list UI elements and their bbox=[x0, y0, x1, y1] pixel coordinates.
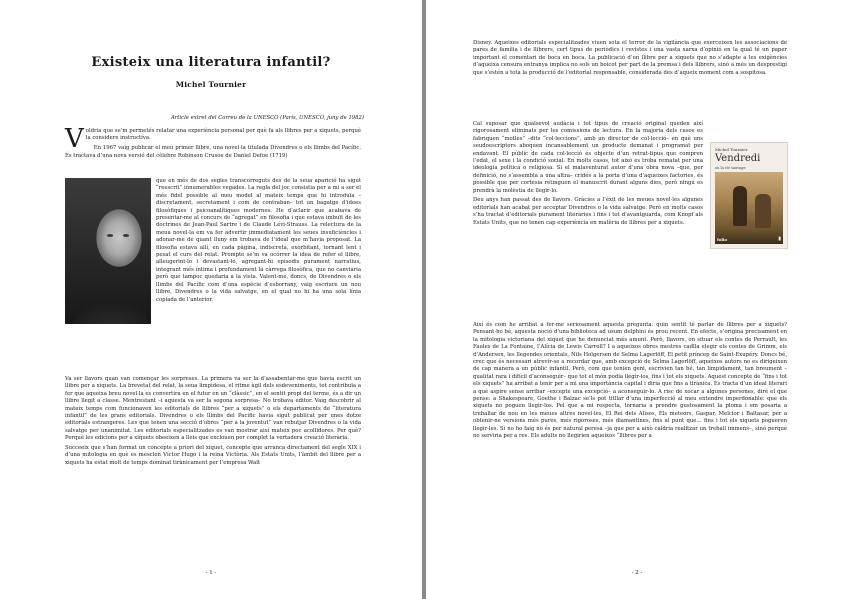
page-number: - 1 - bbox=[205, 570, 217, 576]
paragraph-9: Així és com he arribat a fer-me seriosament aquesta pregunta: quin sentit té parlar de llibres per a xiquets? Pensant-ho bé, aquesta noció d’una biblioteca ad usum delphini és prou recent. En efecte, s’origina precisament en la mitologia victoriana del xiquet que he denunciat més amunt. Però, llavors, on situar els contes de Perrault, les Faules de La Fontaine, l’Alícia de Lewis Carroll? I a aqueixos obres mestres cadlla elegir els contes de Grimm, els d’Andersen, les llegendes orientals, Nils Holgersen de Selma Lagerlöff, El petit príncep de Saint-Exupéry. Doncs bé, crec que és necessari atrevir-se a recordar que, amb excepció de Selma Lagerlöff, aqueixos autors no es dirigeixen de cap manera a un públic infantil. Però, com que tenien geni, escrivien tan bé, tan límpidament, tan breument –qualitat rara i difícil d’aconseguir– que tot el món podia llegir-los, fins i tot els xiquets. Aquest concepte de “fins i tot els xiquets” ha arribat a tenir per a mi una importància capital i diria que fins a tirànica. Es tracta d’un ideal literari a què aspire sense arribar –excepte una excepció– a aconseguir-lo. A risc de xocar a algunes persones, diré el que pense: a Shakespeare, Goethe i Balzac se’ls pot titllar d’una imperfecció al meu entendre imperdonable: que els xiquets no poguen llegir-los. Pel que a mi respecta, tornaria a prendre gustosament la ploma i em posaria a treballar de nou en les meues altres novel·les, El Rei dels Alisos, Els meteors, Gaspar, Melcior i Baltasar, per a obtenir-ne versions més pures, més rigoroses, més diamantines, fins al punt que… fins i tot els xiquets pogueren llegir-les. Si no ho faig no és per natural peresa –ja que per a això caldria realitzar un treball immens–, sinó perquè no serviria per a res. Els adults no llegirien aqueixos “llibres per a bbox=[473, 322, 787, 440]
cover-subtitle: ou la vie sauvage bbox=[715, 166, 746, 170]
article-title: Existeix una literatura infantil? bbox=[91, 55, 331, 70]
cover-illustration bbox=[715, 172, 783, 244]
right-page bbox=[426, 0, 848, 599]
right-top-block bbox=[473, 40, 787, 79]
paragraph-3: que en més de dos segles transcorreguts des de la seua aparició ha sigut “reescrit” innumerables vegades. La regla del joc consistia per a mi a ser el més fidel possible al meu model al mateix temps que hi introduïa –discretament, secretament i com de contraban– tot un bagatge d’idees filosòfiques i psicoanalítiques modernes. He d’aclarir que acabava de presentar-me al concurs de “agregat” en filosofia i que estava imbuït de les doctrines de Jean-Paul Sartre i de Claude Lévi-Strauss. La relectura de la meua novel·la em va fer advertir immediatament les seues insuficiències i adonar-me de quant lluny em trobava de l’ideal que m’havia proposat. La filosofia estava allí, en cada pàgina, indiscreta, exorbitant, tornant lent i pesat el curs del relat. Prompte se’m va ocórrer la idea de refer el llibre, alleugerint-lo i devastant-lo, agregant-hi episodis purament narratius, integrant més íntima i profundament la càrrega filosòfica, que no canviaria però que tampoc quedaria a la vista. Valent-me, doncs, de Divendres o els llimbs del Pacífic com d’una espècie d’esborrany, vaig escriure un nou llibre, Divendres o la vida salvatge, en el qual no hi ha una sola línia copiada de l’anterior. bbox=[156, 178, 361, 303]
page-number: - 2 - bbox=[631, 570, 643, 576]
right-wrap-block bbox=[473, 121, 703, 229]
article-source: Article extret del Correu de la UNESCO (París, UNESCO, juny de 1982) bbox=[170, 115, 364, 121]
intro-block bbox=[65, 124, 361, 162]
right-bottom-block bbox=[473, 322, 787, 443]
left-page bbox=[0, 0, 422, 599]
paragraph-5: Succeeix que s’han format un concepte a priori del xiquet, concepte que arranca directament del segle XIX i d’una mitologia en què es mesclen Víctor Hugo i la reina Victòria. Als Estats Units, l’àmbit del llibre per a xiquets ha estat molt de temps dominat tirànicament per l’empresa Walt bbox=[65, 445, 361, 466]
drop-cap: V bbox=[65, 124, 84, 154]
cover-publisher: folio bbox=[717, 237, 728, 242]
author-portrait bbox=[65, 178, 151, 324]
article-author: Michel Tournier bbox=[175, 80, 247, 89]
tournier-icon: ▮ bbox=[778, 236, 781, 242]
cover-author: Michel Tournier bbox=[715, 147, 748, 152]
paragraph-1: oldria que se’m permetés relatar una experiència personal per què fa als llibres per a xiquets, perquè la considere instructiva. bbox=[85, 128, 361, 142]
book-cover-image bbox=[710, 142, 788, 249]
cover-title: Vendredi bbox=[715, 153, 761, 164]
paragraph-2: En 1967 vaig publicar el meu primer llibre, una novel·la titulada Divendres o els llimbs del Pacífic. És tractava d’una nova versió del cèlebre Robinson Crusoe de Daniel Defoe (1719) bbox=[65, 145, 361, 159]
body-block bbox=[65, 376, 361, 470]
paragraph-3-wrap bbox=[156, 178, 361, 306]
paragraph-8: Deu anys han passat des de llavors. Gràcies a l’èxit de les meues novel·les algunes editorials han acabat per acceptar Divendres o la vida salvatge. Però en molts casos s’ha tractat d’editorials purament literàries i fins i tot d’avantguarda, com Knopf als Estats Units, que no tenen cap experiència en matèria de llibres per a xiquets. bbox=[473, 197, 703, 226]
paragraph-4: Va ser llavors quan van començar les sorpreses. La primera va ser la d’assabentar-me que havia escrit un llibre per a xiquets. La brevetat del relat, la seua limpidesa, el ritme àgil dels esdeveniments, tot contribuïa a fer que aqueixa breu novel·la es convertira en el futur en un “clàssic”, en el sentit propi del terme, és a dir un llibre llegit a classe. Mentrestant –i aquesta va ser la segona sorpresa– No trobava editor. Vaig descobrir al mateix temps com funcionaven les editorials de llibres “per a xiquets” o els departaments de “literatura infantil” de les grans editorials. Divendres o els llimbs del Pacífic havia sigut publicat per unes dotze editorials estrangeres. Les que tenen una secció d’obres “per a la joventut” van rebutjar Divendres o la vida salvatge per unanimitat. Les editorials especialitzades es van mostrar així mateix poc acollidores. Per què? Perquè les edicions per a xiquets obeeixen a lleis que exclouen per complet la vertadera creació literària. bbox=[65, 376, 361, 442]
paragraph-6: Disney. Aqueixes editorials especialitzades viuen sota el terror de la vigilància que exerceixen les associacions de pares de família i de llibrers, cert tipus de periòdics i revistes i una vasta xarxa d’opinió en la qual té un paper important el comentari de boca en boca. La publicació d’un llibre per a xiquets que no s’adapte a les exigències d’aqueixa censura entranya implica no sols un boicot per part de la premsa i dels llibrers, sinó a més un desprestigi que s’estén a tota la producció de l’editorial responsable, considerada des d’aqueix moment com a sospitosa. bbox=[473, 40, 787, 76]
paragraph-7: Cal suposar que qualsevol audàcia i tot tipus de creació original queden així rigorosament eliminats per les comissions de lectura. En la majoria dels casos es fabriquen “motles” –dits “col·leccions”, amb un director de col·lecció– en què uns seudoescriptors aboquen incansablement un producte demanat i programat per endavant. El públic de cada col·lecció és objecte d’un retrat-tipus que compren l’edat, el sexe i la condició social. En molts casos, tot això es troba rematat per una ideologia política o religiosa. Si el malaventurat autor d’una obra nova –que, per definició, no s’assembla a una altra– cridés a la porta d’una d’aqueixes factories, és possible que per cortesia retinguen el manuscrit durant alguns dies, però ningú es prendrà la molèstia de llegir-lo. bbox=[473, 121, 703, 194]
